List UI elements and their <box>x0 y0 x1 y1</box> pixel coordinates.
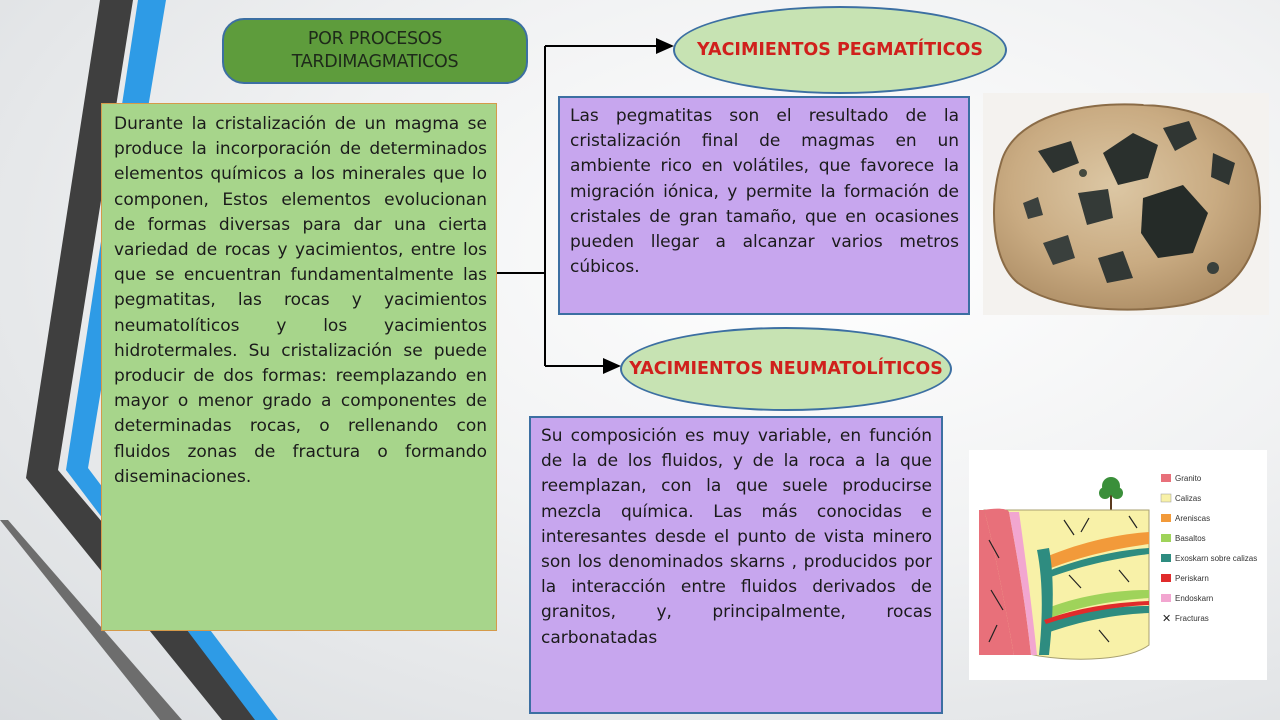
svg-text:✕: ✕ <box>1162 613 1172 625</box>
header-label: POR PROCESOS TARDIMAGMATICOS <box>291 29 459 72</box>
pegmatiticos-title: YACIMIENTOS PEGMATÍTICOS <box>697 40 983 60</box>
neumatoliticos-description-panel <box>529 416 943 714</box>
legend-basaltos: Basaltos <box>1175 534 1206 543</box>
legend-areniscas: Areniscas <box>1175 514 1211 523</box>
legend-calizas: Calizas <box>1175 494 1202 503</box>
legend-periskarn: Periskarn <box>1175 574 1209 583</box>
legend-fracturas: Fracturas <box>1175 614 1209 623</box>
legend-exoskarn: Exoskarn sobre calizas <box>1175 554 1258 563</box>
legend-granito: Granito <box>1175 474 1202 483</box>
pegmatiticos-title-ellipse <box>673 6 1007 94</box>
pegmatite-rock-image <box>983 93 1269 315</box>
pegmatiticos-description-panel <box>558 96 970 315</box>
neumatoliticos-text: Su composición es muy variable, en función de la de los fluidos, y de la roca a la que reemplazan, con la que suele producirse mezcla química. Las más conocidas e interesantes desde el punto de vista minero son los denominados skarns , producidos por la interacción entre fluidos derivados de granitos, y, principalmente, rocas carbonatadas <box>541 426 932 648</box>
legend-endoskarn: Endoskarn <box>1175 594 1214 603</box>
pegmatiticos-text: Las pegmatitas son el resultado de la cristalización final de magmas en un ambiente rico en volátiles, que favorece la migración iónica, y permite la formación de cristales de gran tamaño, que en ocasiones pueden llegar a alcanzar varios metros cúbicos. <box>570 106 959 278</box>
neumatoliticos-title: YACIMIENTOS NEUMATOLÍTICOS <box>629 359 943 379</box>
neumatoliticos-title-ellipse <box>620 327 952 411</box>
header-process-box <box>222 18 528 84</box>
skarn-diagram <box>969 450 1267 680</box>
main-description-text: Durante la cristalización de un magma se produce la incorporación de determinados elementos químicos a los minerales que lo componen, Estos elementos evolucionan de formas diversas para dar una cierta variedad de rocas y yacimientos, entre los que se encuentran fundamentalmente las pegmatitas, las rocas y yacimientos neumatolíticos y los yacimientos hidrotermales. Su cristalización se puede producir de dos formas: reemplazando en mayor o menor grado a componentes de determinadas rocas, o rellenando con fluidos zonas de fractura o formando diseminaciones. <box>114 114 487 487</box>
main-description-panel <box>101 103 497 631</box>
